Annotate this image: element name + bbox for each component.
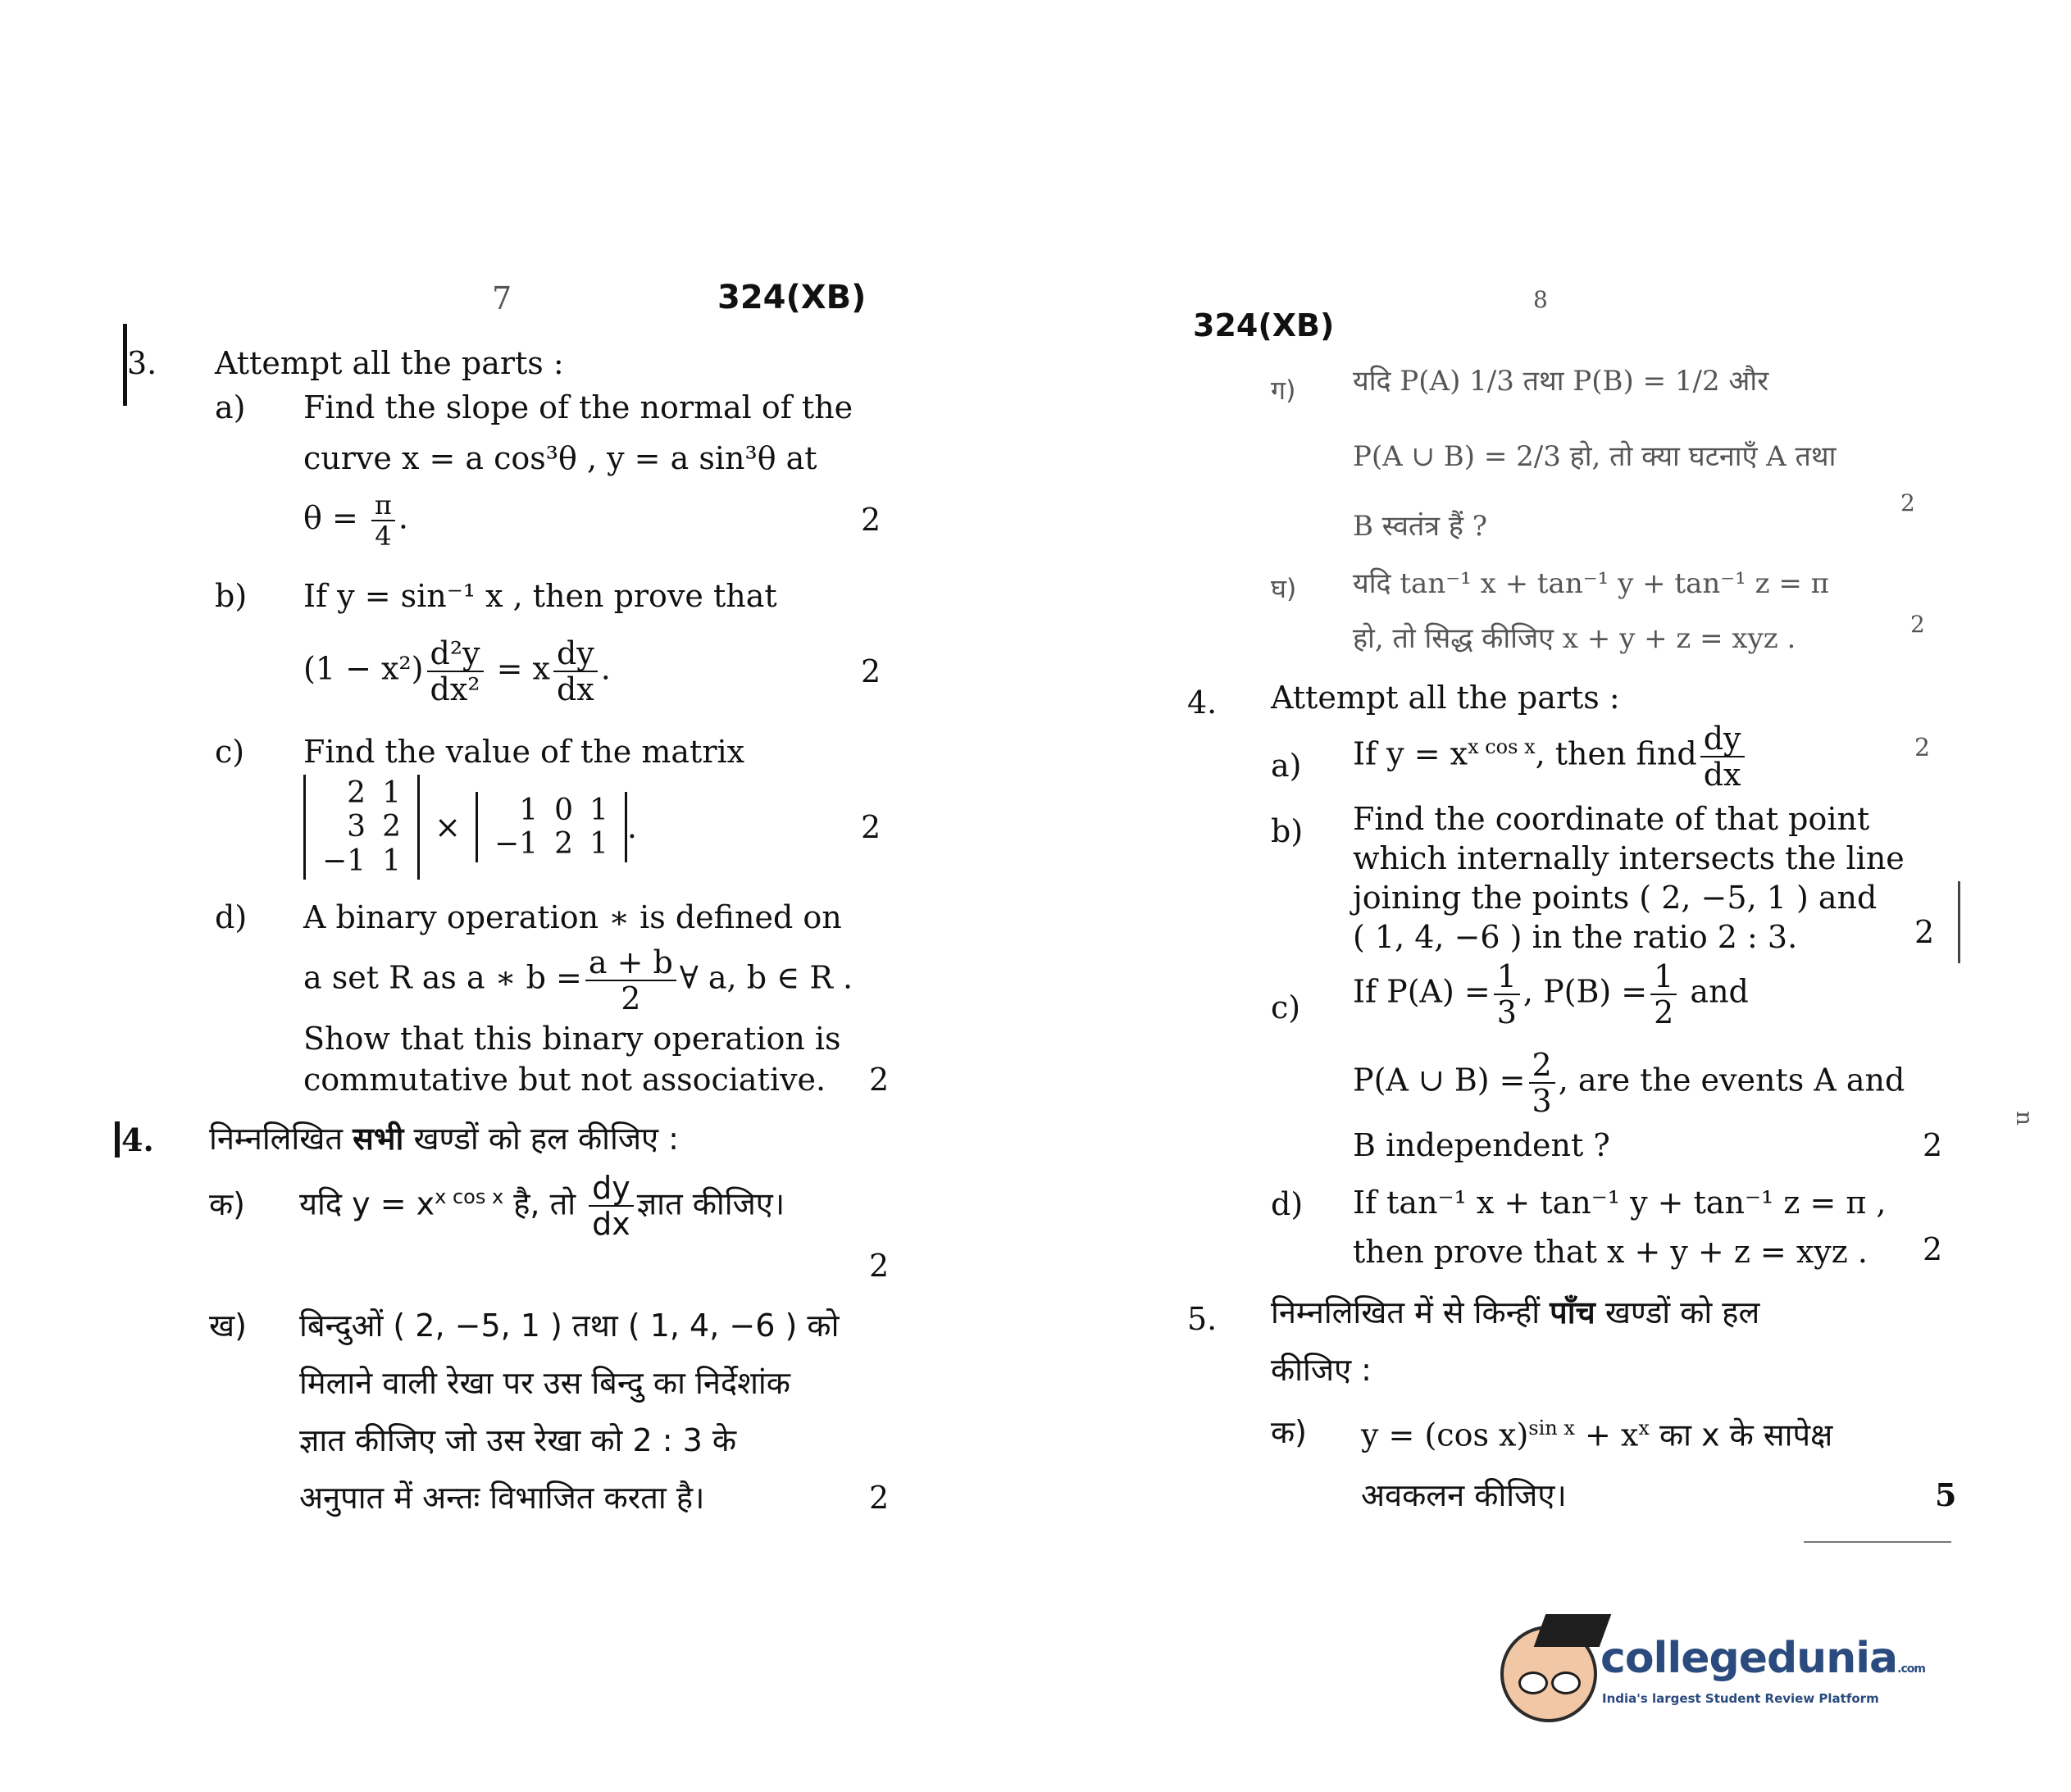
part-text: If tan⁻¹ x + tan⁻¹ y + tan⁻¹ z = π , bbox=[1353, 1185, 1887, 1221]
part-label: a) bbox=[215, 389, 246, 425]
part-formula: θ = $\frac{\pi}{4}$ . bbox=[303, 489, 409, 552]
margin-mark bbox=[1958, 881, 1960, 963]
part-label: घ) bbox=[1271, 573, 1297, 604]
part-label: b) bbox=[215, 578, 248, 614]
part-text: curve x = a cos³θ , y = a sin³θ at bbox=[303, 440, 817, 476]
marks: 2 bbox=[869, 1480, 890, 1516]
part-label: c) bbox=[1271, 989, 1301, 1026]
margin-mark bbox=[115, 1121, 120, 1158]
marks: 2 bbox=[1914, 914, 1935, 950]
part-label: b) bbox=[1271, 813, 1304, 849]
side-mark: n bbox=[2011, 1110, 2039, 1126]
part-formula: a set R as a ∗ b = $\frac{a + b}{2}$ ∀ a, b ∈ R . bbox=[303, 944, 853, 1017]
marks: 2 bbox=[861, 502, 881, 538]
part-text: P(A ∪ B) = 2/3 हो, तो क्या घटनाएँ A तथा bbox=[1353, 440, 1837, 473]
part-text: Show that this binary operation is bbox=[303, 1021, 841, 1057]
part-text: यदि tan⁻¹ x + tan⁻¹ y + tan⁻¹ z = π bbox=[1353, 567, 1829, 600]
marks: 2 bbox=[869, 1062, 890, 1098]
question-number: 3. bbox=[127, 345, 157, 381]
part-label: ग) bbox=[1271, 375, 1296, 406]
part-text: A binary operation ∗ is defined on bbox=[303, 899, 842, 935]
marks: 2 bbox=[1914, 734, 1931, 762]
page-number: 7 bbox=[492, 280, 512, 316]
logo-text: collegedunia.com bbox=[1600, 1634, 1925, 1683]
marks: 2 bbox=[1923, 1231, 1943, 1267]
part-label: क) bbox=[209, 1186, 246, 1222]
part-text: which internally intersects the line bbox=[1353, 840, 1905, 876]
part-formula: If $y = x^{x cos x}$, then find $\frac{dy}{dx}$ bbox=[1353, 723, 1748, 790]
marks: 2 bbox=[1923, 1127, 1943, 1163]
collegedunia-logo bbox=[1500, 1619, 1925, 1726]
paper-code: 324(XB) bbox=[717, 279, 867, 316]
part-formula: P(A ∪ B) = $\frac{2}{3}$ , are the events A and bbox=[1353, 1047, 1905, 1119]
part-text: then prove that x + y + z = xyz . bbox=[1353, 1234, 1868, 1270]
part-text: अवकलन कीजिए। bbox=[1361, 1477, 1567, 1513]
marks: 2 bbox=[861, 653, 881, 689]
matrix-b: 1 0 1 −1 2 1 bbox=[476, 792, 627, 863]
part-text: Find the coordinate of that point bbox=[1353, 801, 1870, 837]
marks: 2 bbox=[869, 1248, 890, 1284]
part-formula: यदि $y = x^{x cos x}$ है, तो $\frac{dy}{dx}$ ज्ञात कीजिए। bbox=[299, 1170, 785, 1242]
question-number: 4. bbox=[121, 1121, 154, 1158]
matrix-product: 2 1 3 2 −1 1 × 1 0 1 −1 2 1 . bbox=[303, 775, 637, 880]
part-text: मिलाने वाली रेखा पर उस बिन्दु का निर्देशांक bbox=[299, 1365, 790, 1401]
part-formula: If P(A) = $\frac{1}{3}$ , P(B) = $\frac{1}{2}$ and bbox=[1353, 958, 1749, 1030]
question-title: Attempt all the parts : bbox=[215, 345, 564, 381]
question-number: 5. bbox=[1187, 1301, 1218, 1337]
part-text: ज्ञात कीजिए जो उस रेखा को 2 : 3 के bbox=[299, 1422, 737, 1458]
part-text: Find the slope of the normal of the bbox=[303, 389, 853, 425]
part-text: अनुपात में अन्तः विभाजित करता है। bbox=[299, 1480, 705, 1516]
logo-tagline: India's largest Student Review Platform bbox=[1602, 1691, 1879, 1706]
part-text: यदि P(A) 1/3 तथा P(B) = 1/2 और bbox=[1353, 365, 1769, 398]
part-text: हो, तो सिद्ध कीजिए x + y + z = xyz . bbox=[1353, 622, 1796, 655]
marks: 2 bbox=[1910, 611, 1925, 638]
part-text: Find the value of the matrix bbox=[303, 734, 745, 770]
part-label: ख) bbox=[209, 1308, 247, 1344]
marks: 2 bbox=[1900, 489, 1915, 516]
marks: 2 bbox=[861, 809, 881, 845]
question-title: Attempt all the parts : bbox=[1271, 680, 1620, 716]
divider bbox=[1804, 1541, 1951, 1543]
part-label: d) bbox=[1271, 1186, 1304, 1222]
part-formula: y = (cos $x)^{sin x} + x^x$ का x के सापेक्ष bbox=[1361, 1417, 1833, 1453]
part-label: क) bbox=[1271, 1414, 1308, 1450]
page-number: 8 bbox=[1533, 286, 1548, 313]
part-label: c) bbox=[215, 734, 245, 770]
part-label: d) bbox=[215, 899, 248, 935]
part-text: बिन्दुओं ( 2, −5, 1 ) तथा ( 1, 4, −6 ) को bbox=[299, 1308, 840, 1344]
part-formula: (1 − x²) $\frac{\text{d²y}}{\text{dx²}}$ = x $\frac{dy}{dx}$ . bbox=[303, 635, 611, 707]
part-text: commutative but not associative. bbox=[303, 1062, 826, 1098]
question-title: कीजिए : bbox=[1271, 1352, 1372, 1388]
question-title: निम्नलिखित सभी खण्डों को हल कीजिए : bbox=[209, 1121, 679, 1157]
part-label: a) bbox=[1271, 748, 1302, 784]
part-text: joining the points ( 2, −5, 1 ) and bbox=[1353, 880, 1878, 916]
question-number: 4. bbox=[1187, 685, 1218, 721]
marks: 5 bbox=[1935, 1476, 1957, 1513]
part-text: If y = sin⁻¹ x , then prove that bbox=[303, 578, 777, 614]
part-text: ( 1, 4, −6 ) in the ratio 2 : 3. bbox=[1353, 919, 1798, 955]
question-title: निम्नलिखित में से किन्हीं पाँच खण्डों को हल bbox=[1271, 1294, 1760, 1330]
matrix-a: 2 1 3 2 −1 1 bbox=[303, 775, 420, 880]
part-text: B independent ? bbox=[1353, 1127, 1610, 1163]
paper-code: 324(XB) bbox=[1193, 307, 1335, 343]
part-text: B स्वतंत्र हैं ? bbox=[1353, 510, 1487, 543]
